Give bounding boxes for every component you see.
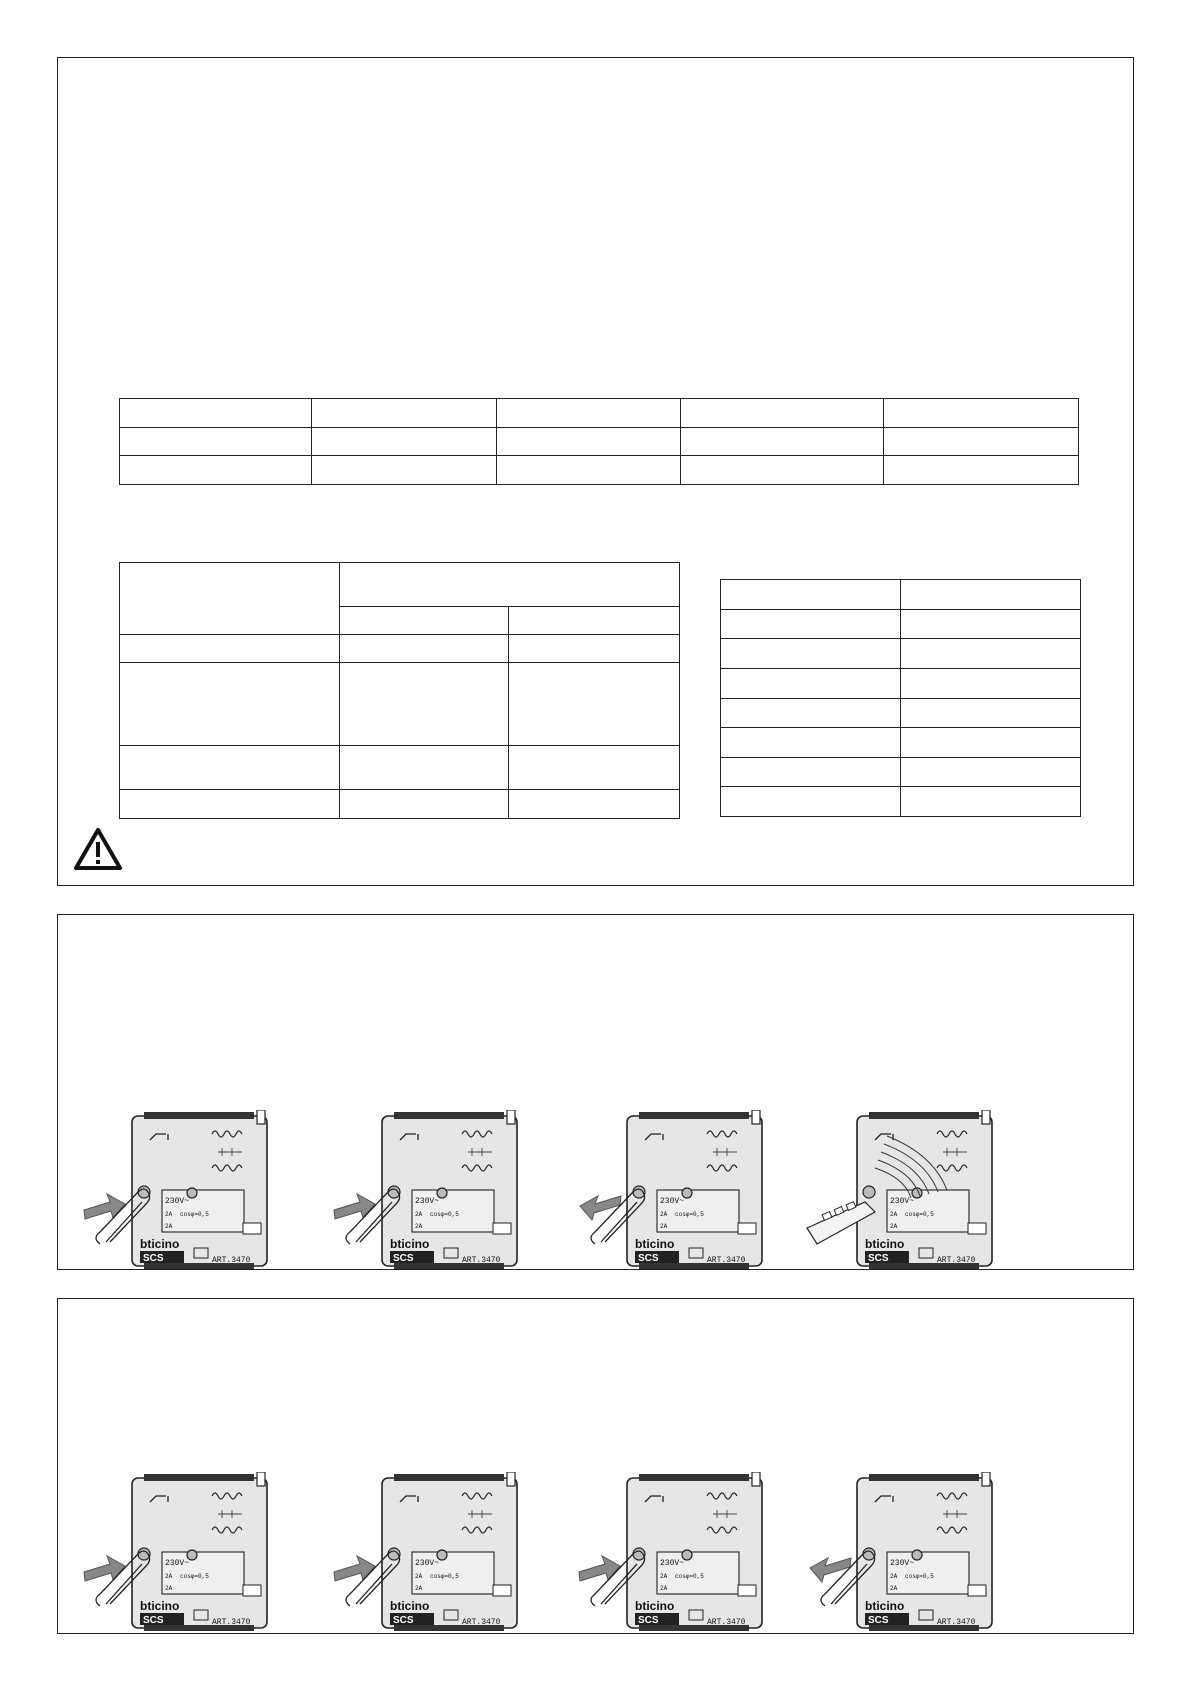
table-row xyxy=(120,456,1079,485)
brand-logo: bticino xyxy=(140,1237,180,1251)
remove-arrow-icon xyxy=(810,1558,851,1582)
summary-table xyxy=(119,398,1079,485)
led-indicator xyxy=(493,1585,511,1596)
table-row xyxy=(721,757,1081,787)
insert-arrow-icon xyxy=(84,1556,125,1581)
voltage-label: 230V~ xyxy=(660,1559,685,1568)
procedure-2-step-2-device xyxy=(330,1472,550,1632)
table-row xyxy=(120,399,1079,428)
voltage-label: 230V~ xyxy=(660,1197,685,1206)
config-button[interactable] xyxy=(187,1188,197,1198)
current-label: 2A xyxy=(415,1211,423,1218)
scs-label: SCS xyxy=(638,1615,659,1626)
procedure-1-step-3-device xyxy=(575,1110,795,1270)
settings-table xyxy=(720,579,1081,817)
brand-logo: bticino xyxy=(865,1599,905,1613)
current-motor-label: 2A xyxy=(660,1585,668,1592)
current-motor-label: 2A xyxy=(890,1223,898,1230)
led-indicator xyxy=(738,1223,756,1234)
brand-logo: bticino xyxy=(140,1599,180,1613)
article-number: ART.3470 xyxy=(937,1256,976,1265)
scs-label: SCS xyxy=(868,1253,889,1264)
table-row xyxy=(721,609,1081,639)
scs-label: SCS xyxy=(638,1253,659,1264)
cos-phi-label: cosφ=0,5 xyxy=(180,1211,209,1218)
voltage-label: 230V~ xyxy=(165,1559,190,1568)
table-row xyxy=(120,563,680,607)
cos-phi-label: cosφ=0,5 xyxy=(180,1573,209,1580)
table-row xyxy=(721,787,1081,817)
table-row xyxy=(120,663,680,746)
config-button[interactable] xyxy=(682,1188,692,1198)
current-motor-label: 2A xyxy=(165,1585,173,1592)
table-row xyxy=(721,698,1081,728)
table-row xyxy=(120,790,680,819)
brand-logo: bticino xyxy=(635,1237,675,1251)
scs-label: SCS xyxy=(143,1615,164,1626)
table-row xyxy=(721,668,1081,698)
device-top-bar xyxy=(639,1112,749,1119)
table-row xyxy=(120,746,680,790)
config-button[interactable] xyxy=(437,1188,447,1198)
led-indicator xyxy=(243,1585,261,1596)
led-indicator xyxy=(968,1585,986,1596)
device-top-bar xyxy=(144,1112,254,1119)
current-label: 2A xyxy=(660,1211,668,1218)
brand-logo: bticino xyxy=(390,1599,430,1613)
cos-phi-label: cosφ=0,5 xyxy=(430,1573,459,1580)
cos-phi-label: cosφ=0,5 xyxy=(675,1573,704,1580)
procedure-1-step-2-device xyxy=(330,1110,550,1270)
table-row xyxy=(721,580,1081,610)
current-label: 2A xyxy=(165,1573,173,1580)
current-label: 2A xyxy=(890,1573,898,1580)
brand-logo: bticino xyxy=(865,1237,905,1251)
scs-label: SCS xyxy=(393,1615,414,1626)
table-row xyxy=(721,639,1081,669)
current-motor-label: 2A xyxy=(890,1585,898,1592)
insert-arrow-icon xyxy=(334,1556,375,1581)
current-label: 2A xyxy=(660,1573,668,1580)
insert-arrow-icon xyxy=(84,1194,125,1219)
config-button[interactable] xyxy=(912,1550,922,1560)
device-top-bar xyxy=(869,1112,979,1119)
led-indicator xyxy=(968,1223,986,1234)
scs-label: SCS xyxy=(868,1615,889,1626)
current-label: 2A xyxy=(890,1211,898,1218)
procedure-2-step-4-device xyxy=(805,1472,1025,1632)
cos-phi-label: cosφ=0,5 xyxy=(675,1211,704,1218)
voltage-label: 230V~ xyxy=(890,1197,915,1206)
scs-label: SCS xyxy=(393,1253,414,1264)
cos-phi-label: cosφ=0,5 xyxy=(905,1573,934,1580)
table-row xyxy=(120,635,680,663)
current-motor-label: 2A xyxy=(165,1223,173,1230)
table-row xyxy=(721,728,1081,758)
article-number: ART.3470 xyxy=(707,1256,746,1265)
scs-label: SCS xyxy=(143,1253,164,1264)
voltage-label: 230V~ xyxy=(415,1197,440,1206)
voltage-label: 230V~ xyxy=(165,1197,190,1206)
procedure-2-step-1-device xyxy=(80,1472,300,1632)
led-indicator xyxy=(243,1223,261,1234)
procedure-1-step-1-device xyxy=(80,1110,300,1270)
article-number: ART.3470 xyxy=(212,1256,251,1265)
cos-phi-label: cosφ=0,5 xyxy=(430,1211,459,1218)
procedure-1-step-4-device xyxy=(805,1110,1025,1270)
config-button[interactable] xyxy=(187,1550,197,1560)
led-indicator xyxy=(738,1585,756,1596)
voltage-label: 230V~ xyxy=(415,1559,440,1568)
config-button[interactable] xyxy=(437,1550,447,1560)
insert-arrow-icon xyxy=(579,1556,620,1581)
device-top-bar xyxy=(144,1474,254,1481)
device-top-bar xyxy=(394,1474,504,1481)
article-number: ART.3470 xyxy=(462,1618,501,1627)
device-top-bar xyxy=(869,1474,979,1481)
load-table xyxy=(119,562,680,819)
current-motor-label: 2A xyxy=(660,1223,668,1230)
table-row xyxy=(120,427,1079,456)
voltage-label: 230V~ xyxy=(890,1559,915,1568)
brand-logo: bticino xyxy=(635,1599,675,1613)
remove-arrow-icon xyxy=(580,1196,621,1220)
article-number: ART.3470 xyxy=(707,1618,746,1627)
brand-logo: bticino xyxy=(390,1237,430,1251)
current-motor-label: 2A xyxy=(415,1223,423,1230)
current-label: 2A xyxy=(415,1573,423,1580)
article-number: ART.3470 xyxy=(937,1618,976,1627)
article-number: ART.3470 xyxy=(212,1618,251,1627)
current-label: 2A xyxy=(165,1211,173,1218)
article-number: ART.3470 xyxy=(462,1256,501,1265)
config-button[interactable] xyxy=(682,1550,692,1560)
insert-arrow-icon xyxy=(334,1194,375,1219)
procedure-2-step-3-device xyxy=(575,1472,795,1632)
device-top-bar xyxy=(394,1112,504,1119)
config-screw[interactable] xyxy=(863,1186,875,1198)
led-indicator xyxy=(493,1223,511,1234)
current-motor-label: 2A xyxy=(415,1585,423,1592)
warning-triangle-icon xyxy=(73,827,123,871)
cos-phi-label: cosφ=0,5 xyxy=(905,1211,934,1218)
device-top-bar xyxy=(639,1474,749,1481)
